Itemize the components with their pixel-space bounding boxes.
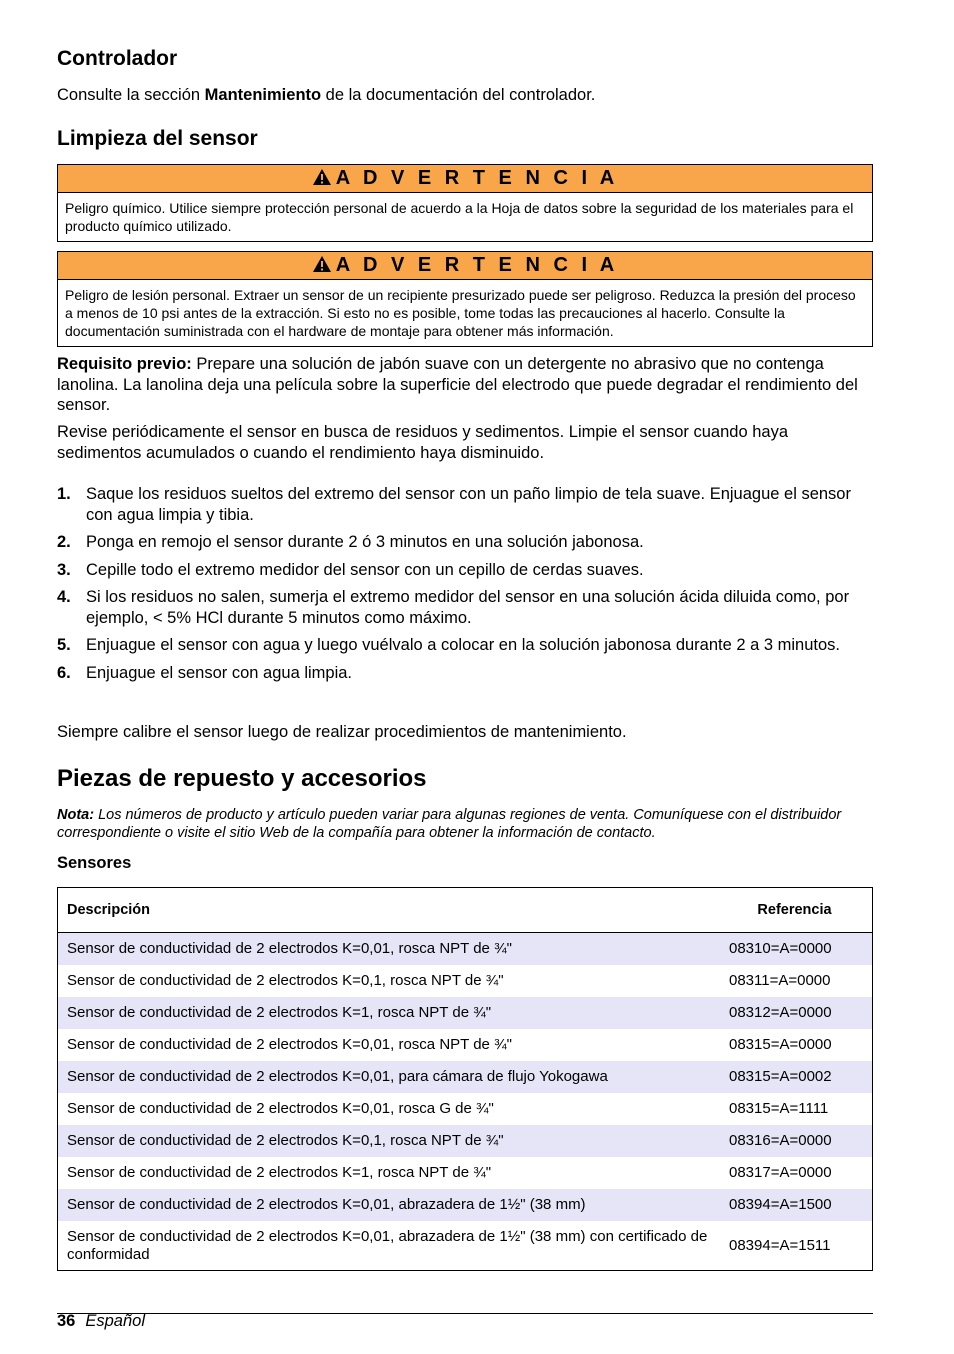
- table-row: Sensor de conductividad de 2 electrodos K=0,01, abrazadera de 1½" (38 mm) con certificado de conformidad 08394=A=1511: [67, 1227, 831, 1263]
- parts-heading: Piezas de repuesto y accesorios: [57, 765, 427, 792]
- footer-divider: [57, 1313, 873, 1314]
- list-item: 5. Enjuague el sensor con agua y luego vuélvalo a colocar en la solución jabonosa durante 2 a 3 minutos.: [57, 636, 841, 654]
- warning-box-chemical: [57, 164, 873, 242]
- list-item: 6. Enjuague el sensor con agua limpia.: [57, 663, 353, 682]
- list-item: 1. Saque los residuos sueltos del extremo del sensor con un paño limpio de tela suave. Enjuague el sensor con agua limpia y tibia.: [57, 485, 851, 524]
- inspection-paragraph: Revise periódicamente el sensor en busca de residuos y sedimentos. Limpie el sensor cuando haya sedimentos acumulados o cuando el rendimiento haya disminuido.: [57, 423, 788, 462]
- table-row: Sensor de conductividad de 2 electrodos K=0,01, abrazadera de 1½" (38 mm) 08394=A=1500: [58, 1189, 873, 1221]
- table-row: Sensor de conductividad de 2 electrodos K=0,1, rosca NPT de ¾" 08311=A=0000: [67, 972, 831, 989]
- table-row: Sensor de conductividad de 2 electrodos K=0,01, rosca NPT de ¾" 08310=A=0000: [58, 933, 873, 966]
- table-row: Sensor de conductividad de 2 electrodos K=0,01, para cámara de flujo Yokogawa 08315=A=0002: [58, 1061, 873, 1093]
- table-row: Sensor de conductividad de 2 electrodos K=1, rosca NPT de ¾" 08312=A=0000: [58, 997, 873, 1029]
- warning-text: Peligro de lesión personal. Extraer un sensor de un recipiente presurizado puede ser peligroso. Reduzca la presión del proceso a menos de 10 psi antes de la extracción. Si esto no es posible, tome todas las precauciones al hacerlo. Consulte la documentación suministrada con el hardware de montaje para obtener más información.: [65, 287, 856, 339]
- list-item: 3. Cepille todo el extremo medidor del sensor con un cepillo de cerdas suaves.: [57, 560, 644, 579]
- table-row: Sensor de conductividad de 2 electrodos K=1, rosca NPT de ¾" 08317=A=0000: [67, 1164, 832, 1181]
- controller-heading: Controlador: [57, 47, 178, 70]
- sensors-table: [57, 887, 873, 1271]
- prerequisite-paragraph: Requisito previo: Prepare una solución de jabón suave con un detergente no abrasivo que no contenga lanolina. La lanolina deja una película sobre la superficie del electrodo que puede degradar el rendimiento del sensor.: [57, 355, 858, 414]
- note-paragraph: Nota: Los números de producto y artículo pueden variar para algunas regiones de venta. Comuníquese con el distribuidor correspondiente o visite el sitio Web de la compañía para obtener la información de contacto.: [57, 807, 842, 841]
- column-header-description: Descripción: [58, 888, 718, 933]
- warning-header: A D V E R T E N C I A: [58, 252, 872, 280]
- controller-text: Consulte la sección Mantenimiento de la documentación del controlador.: [57, 86, 596, 104]
- list-item: 2. Ponga en remojo el sensor durante 2 ó 3 minutos en una solución jabonosa.: [57, 533, 644, 551]
- table-row: Sensor de conductividad de 2 electrodos K=0,01, rosca NPT de ¾" 08315=A=0000: [67, 1036, 832, 1053]
- table-row: Sensor de conductividad de 2 electrodos K=0,1, rosca NPT de ¾" 08316=A=0000: [58, 1125, 873, 1157]
- column-header-reference: Referencia: [717, 888, 873, 933]
- sensors-subheading: Sensores: [57, 854, 132, 872]
- closing-paragraph: Siempre calibre el sensor luego de realizar procedimientos de mantenimiento.: [57, 723, 627, 741]
- warning-triangle-icon: [312, 168, 332, 186]
- page-footer: [57, 1312, 145, 1331]
- table-header-row: [58, 888, 873, 933]
- warning-text: Peligro químico. Utilice siempre protección personal de acuerdo a la Hoja de datos sobre la seguridad de los materiales para el producto químico utilizado.: [65, 200, 854, 234]
- page-number: 36: [57, 1312, 76, 1330]
- footer-language: Español: [85, 1312, 145, 1330]
- warning-triangle-icon: [312, 255, 332, 273]
- cleaning-heading: Limpieza del sensor: [57, 127, 258, 150]
- cleaning-steps-list: [57, 484, 873, 690]
- list-item: 4. Si los residuos no salen, sumerja el extremo medidor del sensor en una solución ácida diluida como, por ejemplo, < 5% HCl durante 5 minutos como máximo.: [57, 588, 850, 627]
- table-row: Sensor de conductividad de 2 electrodos K=0,01, rosca G de ¾" 08315=A=1111: [67, 1100, 829, 1117]
- warning-box-injury: [57, 251, 873, 347]
- warning-header: A D V E R T E N C I A: [58, 165, 872, 193]
